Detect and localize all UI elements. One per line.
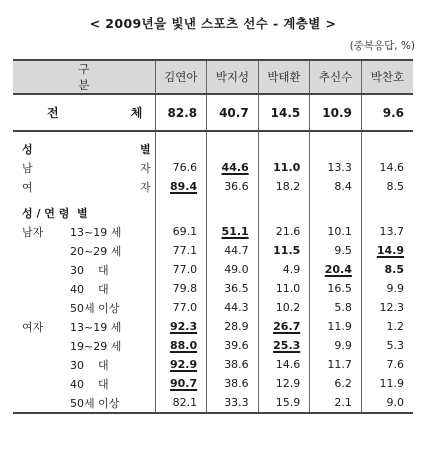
stats-table	[13, 59, 413, 414]
value-cell	[155, 317, 207, 336]
value-text: 79.8	[172, 282, 198, 295]
value-cell	[310, 336, 362, 355]
spacer-cell	[361, 131, 413, 139]
spacer-row	[13, 131, 413, 139]
value-cell	[310, 260, 362, 279]
value-cell	[207, 279, 259, 298]
value-cell	[258, 374, 310, 393]
value-text: 5.8	[334, 301, 352, 314]
header-category: 구 분	[13, 60, 155, 94]
empty-cell	[258, 203, 310, 222]
value-cell	[361, 355, 413, 374]
header-row	[13, 60, 413, 94]
row-label-b: 자	[140, 180, 151, 194]
value-cell	[155, 336, 207, 355]
value-cell	[207, 317, 259, 336]
value-cell	[155, 393, 207, 413]
value-text: 77.1	[172, 244, 198, 257]
value-cell	[155, 279, 207, 298]
value-text: 15.9	[275, 396, 301, 409]
spacer-cell	[13, 131, 155, 139]
value-text: 38.6	[224, 358, 249, 371]
row-label	[13, 393, 155, 413]
row-label-a: 남	[22, 161, 33, 175]
value-cell	[361, 374, 413, 393]
total-value: 82.8	[155, 94, 207, 131]
table-row	[13, 393, 413, 413]
value-cell	[258, 336, 310, 355]
value-text: 8.5	[384, 263, 404, 276]
header-park-chanho: 박찬호	[361, 60, 413, 94]
value-cell	[155, 241, 207, 260]
row-age: 30 대	[70, 358, 109, 372]
table-row	[13, 279, 413, 298]
row-label	[13, 317, 155, 336]
value-text: 36.5	[224, 282, 249, 295]
value-cell	[155, 222, 207, 241]
value-cell	[207, 241, 259, 260]
value-cell	[155, 374, 207, 393]
value-cell	[310, 393, 362, 413]
total-value: 9.6	[361, 94, 413, 131]
table-row	[13, 317, 413, 336]
value-cell	[361, 241, 413, 260]
value-cell	[310, 374, 362, 393]
value-text: 44.3	[224, 301, 249, 314]
value-text: 9.0	[386, 396, 404, 409]
value-cell	[310, 241, 362, 260]
row-label	[13, 260, 155, 279]
row-label	[13, 374, 155, 393]
value-cell	[258, 158, 310, 177]
value-text: 11.9	[379, 377, 404, 390]
header-kim-yuna: 김연아	[155, 60, 207, 94]
value-cell	[258, 177, 310, 196]
value-cell	[361, 158, 413, 177]
value-cell	[258, 355, 310, 374]
value-cell	[258, 222, 310, 241]
table-row	[13, 241, 413, 260]
spacer-cell	[258, 131, 310, 139]
value-cell	[361, 393, 413, 413]
value-cell	[258, 279, 310, 298]
value-text: 11.5	[273, 244, 301, 257]
header-park-taehwan: 박태환	[258, 60, 310, 94]
value-text: 11.9	[327, 320, 352, 333]
value-text: 2.1	[334, 396, 352, 409]
spacer-cell	[361, 196, 413, 203]
value-text: 10.2	[275, 301, 301, 314]
value-cell	[361, 298, 413, 317]
header-park-jisung: 박지성	[207, 60, 259, 94]
value-text: 9.9	[386, 282, 404, 295]
table-row	[13, 158, 413, 177]
value-cell	[207, 374, 259, 393]
value-text: 92.9	[169, 358, 198, 371]
value-text: 18.2	[275, 180, 301, 193]
value-text: 38.6	[224, 377, 249, 390]
empty-cell	[155, 139, 207, 158]
value-cell	[207, 393, 259, 413]
value-text: 69.1	[172, 225, 198, 238]
value-cell	[310, 177, 362, 196]
spacer-cell	[207, 131, 259, 139]
row-age: 13~19 세	[70, 225, 122, 239]
value-cell	[207, 177, 259, 196]
value-cell	[207, 158, 259, 177]
table-row	[13, 355, 413, 374]
value-text: 13.7	[379, 225, 404, 238]
value-cell	[310, 298, 362, 317]
value-text: 44.6	[221, 161, 249, 174]
value-text: 14.6	[275, 358, 301, 371]
value-cell	[155, 177, 207, 196]
table-row	[13, 222, 413, 241]
row-age: 50세 이상	[70, 396, 120, 410]
value-text: 77.0	[172, 301, 198, 314]
spacer-cell	[310, 196, 362, 203]
value-cell	[361, 317, 413, 336]
spacer-cell	[258, 196, 310, 203]
row-age: 20~29 세	[70, 244, 122, 258]
value-cell	[361, 279, 413, 298]
value-text: 14.6	[379, 161, 404, 174]
value-text: 77.0	[172, 263, 198, 276]
empty-cell	[361, 203, 413, 222]
value-text: 92.3	[169, 320, 198, 333]
section-header-gender	[13, 139, 155, 158]
value-text: 9.9	[334, 339, 352, 352]
value-text: 20.4	[324, 263, 352, 276]
row-group: 여자	[22, 320, 44, 334]
value-text: 21.6	[275, 225, 301, 238]
value-text: 39.6	[224, 339, 249, 352]
table-row	[13, 336, 413, 355]
value-text: 7.6	[386, 358, 404, 371]
spacer-cell	[155, 196, 207, 203]
value-text: 89.4	[169, 180, 198, 193]
header-choo-shinsoo: 추신수	[310, 60, 362, 94]
row-age: 30 대	[70, 263, 109, 277]
value-text: 11.0	[273, 161, 301, 174]
value-cell	[361, 222, 413, 241]
section-header-left: 성	[22, 142, 33, 156]
empty-cell	[258, 139, 310, 158]
value-text: 49.0	[224, 263, 249, 276]
value-cell	[258, 241, 310, 260]
value-text: 26.7	[273, 320, 301, 333]
value-text: 16.5	[327, 282, 352, 295]
table-row	[13, 374, 413, 393]
value-cell	[207, 336, 259, 355]
value-cell	[258, 317, 310, 336]
value-cell	[310, 222, 362, 241]
value-text: 82.1	[172, 396, 198, 409]
value-text: 90.7	[169, 377, 198, 390]
row-label-a: 여	[22, 180, 33, 194]
total-value: 14.5	[258, 94, 310, 131]
row-label	[13, 279, 155, 298]
section-header-age: 성 / 연 령 별	[13, 203, 155, 222]
value-cell	[258, 298, 310, 317]
value-cell	[258, 393, 310, 413]
value-text: 44.7	[224, 244, 249, 257]
total-row	[13, 94, 413, 131]
section-header-right: 별	[140, 142, 151, 156]
age-section-header	[13, 203, 413, 222]
spacer-cell	[155, 131, 207, 139]
table-row	[13, 298, 413, 317]
row-age: 50세 이상	[70, 301, 120, 315]
value-cell	[310, 355, 362, 374]
value-text: 11.0	[275, 282, 301, 295]
value-cell	[207, 222, 259, 241]
row-label-b: 자	[140, 161, 151, 175]
value-text: 14.9	[376, 244, 404, 257]
value-cell	[207, 355, 259, 374]
row-label	[13, 158, 155, 177]
spacer-cell	[13, 196, 155, 203]
total-value: 10.9	[310, 94, 362, 131]
row-label	[13, 177, 155, 196]
value-cell	[155, 158, 207, 177]
value-text: 10.1	[327, 225, 352, 238]
table-row	[13, 177, 413, 196]
value-text: 9.5	[334, 244, 352, 257]
value-cell	[361, 260, 413, 279]
row-age: 13~19 세	[70, 320, 122, 334]
table-row	[13, 260, 413, 279]
value-text: 1.2	[386, 320, 404, 333]
row-label	[13, 336, 155, 355]
value-cell	[155, 355, 207, 374]
value-cell	[207, 260, 259, 279]
value-text: 28.9	[224, 320, 249, 333]
row-age: 40 대	[70, 377, 109, 391]
value-cell	[361, 336, 413, 355]
value-text: 8.5	[386, 180, 404, 193]
value-text: 88.0	[169, 339, 198, 352]
empty-cell	[155, 203, 207, 222]
value-cell	[361, 177, 413, 196]
value-text: 5.3	[386, 339, 404, 352]
value-text: 33.3	[224, 396, 249, 409]
value-text: 12.9	[275, 377, 301, 390]
value-text: 12.3	[379, 301, 404, 314]
gender-section-header	[13, 139, 413, 158]
empty-cell	[310, 139, 362, 158]
empty-cell	[361, 139, 413, 158]
empty-cell	[207, 203, 259, 222]
row-age: 40 대	[70, 282, 109, 296]
value-text: 8.4	[334, 180, 352, 193]
row-label	[13, 355, 155, 374]
unit-note: (중복응답, %)	[349, 40, 415, 52]
value-text: 13.3	[327, 161, 352, 174]
row-label	[13, 298, 155, 317]
value-cell	[310, 158, 362, 177]
row-label	[13, 241, 155, 260]
value-text: 11.7	[327, 358, 352, 371]
value-cell	[310, 279, 362, 298]
value-text: 4.9	[282, 263, 301, 276]
value-cell	[155, 298, 207, 317]
empty-cell	[207, 139, 259, 158]
row-group: 남자	[22, 225, 44, 239]
value-text: 51.1	[221, 225, 249, 238]
empty-cell	[310, 203, 362, 222]
row-label	[13, 222, 155, 241]
row-age: 19~29 세	[70, 339, 122, 353]
total-value: 40.7	[207, 94, 259, 131]
value-text: 36.6	[224, 180, 249, 193]
spacer-row	[13, 196, 413, 203]
value-text: 6.2	[334, 377, 352, 390]
document-title: < 2009년을 빛낸 스포츠 선수 - 계층별 >	[89, 16, 337, 31]
total-label: 전 체	[13, 94, 155, 131]
value-text: 76.6	[172, 161, 198, 174]
value-cell	[155, 260, 207, 279]
value-cell	[310, 317, 362, 336]
spacer-cell	[207, 196, 259, 203]
value-cell	[207, 298, 259, 317]
value-text: 25.3	[273, 339, 301, 352]
value-cell	[258, 260, 310, 279]
spacer-cell	[310, 131, 362, 139]
